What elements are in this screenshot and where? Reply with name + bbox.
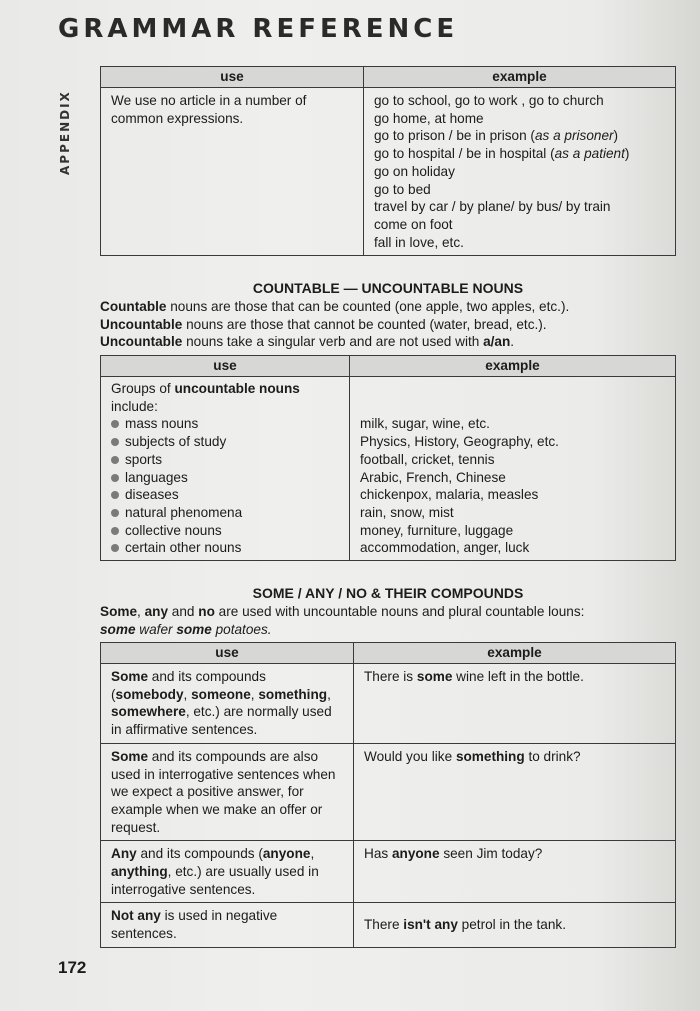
example-line: come on foot [374, 216, 453, 232]
table1-use-text: We use no article in a number of common expressions. [111, 93, 307, 126]
example-line: go to bed [374, 181, 431, 197]
table2-header-example: example [350, 356, 676, 377]
example-line: go home, at home [374, 110, 484, 126]
example-line: go to hospital / be in hospital (as a patient) [374, 146, 630, 162]
example-line: go on holiday [374, 163, 455, 179]
use-cell: Some and its compounds (somebody, someone, something, somewhere, etc.) are normally used in affirmative sentences. [101, 664, 354, 744]
some-any-table [100, 642, 676, 948]
list-item: mass nouns [111, 415, 343, 433]
table2-use-cell [101, 377, 350, 561]
noun-group-list [111, 415, 343, 557]
table-row [101, 841, 676, 903]
list-item: subjects of study [111, 433, 343, 451]
use-cell: Not any is used in negative sentences. [101, 903, 354, 947]
appendix-label-text: APPENDIX [58, 90, 72, 175]
table1-use-cell [101, 88, 364, 256]
intro-line: Some, any and no are used with uncountable nouns and plural countable louns: [100, 604, 585, 619]
definition-line: Uncountable nouns are those that cannot be counted (water, bread, etc.). [100, 316, 547, 332]
example-line: milk, sugar, wine, etc. [360, 416, 490, 432]
list-item: natural phenomena [111, 504, 343, 522]
example-cell: There isn't any petrol in the tank. [354, 903, 676, 947]
list-item: collective nouns [111, 522, 343, 540]
example-line: go to school, go to work , go to church [374, 93, 604, 108]
table1-header-example: example [364, 67, 676, 88]
page-number: 172 [58, 958, 87, 977]
table2-example-cell [350, 377, 676, 561]
example-line: rain, snow, mist [360, 504, 454, 520]
some-any-heading: SOME / ANY / NO & THEIR COMPOUNDS [252, 585, 524, 601]
table-row [101, 743, 676, 841]
list-item: sports [111, 451, 343, 469]
some-any-intro [100, 603, 680, 638]
example-cell: Has anyone seen Jim today? [354, 841, 676, 903]
list-item: certain other nouns [111, 539, 343, 557]
example-cell: Would you like something to drink? [354, 743, 676, 841]
uncountable-intro: Groups of uncountable nouns [111, 381, 300, 396]
example-cell: There is some wine left in the bottle. [354, 664, 676, 744]
example-line: money, furniture, luggage [360, 522, 514, 538]
uncountable-intro-2: include: [111, 398, 158, 414]
example-line: Arabic, French, Chinese [360, 469, 506, 485]
use-cell: Some and its compounds are also used in interrogative sentences when we expect a positive answer, for example when we make an offer or request. [101, 743, 354, 841]
uncountable-table [100, 355, 676, 561]
example-line: accommodation, anger, luck [360, 540, 530, 556]
example-line: fall in love, etc. [374, 234, 464, 250]
list-item: diseases [111, 486, 343, 504]
example-line: travel by car / by plane/ by bus/ by train [374, 199, 611, 215]
table1-example-cell [364, 88, 676, 256]
example-line: go to prison / be in prison (as a prisoner) [374, 128, 619, 144]
example-line: chickenpox, malaria, measles [360, 487, 539, 503]
no-article-table [100, 66, 676, 256]
definition-line: Countable nouns are those that can be counted (one apple, two apples, etc.). [100, 299, 570, 314]
countable-definitions [100, 298, 680, 351]
example-line: football, cricket, tennis [360, 451, 495, 467]
table3-header-use: use [101, 643, 354, 664]
definition-line: Uncountable nouns take a singular verb and are not used with a/an. [100, 334, 515, 350]
list-item: languages [111, 469, 343, 487]
table-row [101, 903, 676, 947]
intro-example-line: some wafer some potatoes. [100, 621, 272, 637]
countable-heading: COUNTABLE — UNCOUNTABLE NOUNS [252, 280, 524, 296]
table2-header-use: use [101, 356, 350, 377]
use-cell: Any and its compounds (anyone, anything, etc.) are usually used in interrogative sentences. [101, 841, 354, 903]
example-line: Physics, History, Geography, etc. [360, 434, 559, 450]
table1-header-use: use [101, 67, 364, 88]
table-row [101, 664, 676, 744]
table3-header-example: example [354, 643, 676, 664]
page-title: GRAMMAR REFERENCE [58, 14, 459, 44]
